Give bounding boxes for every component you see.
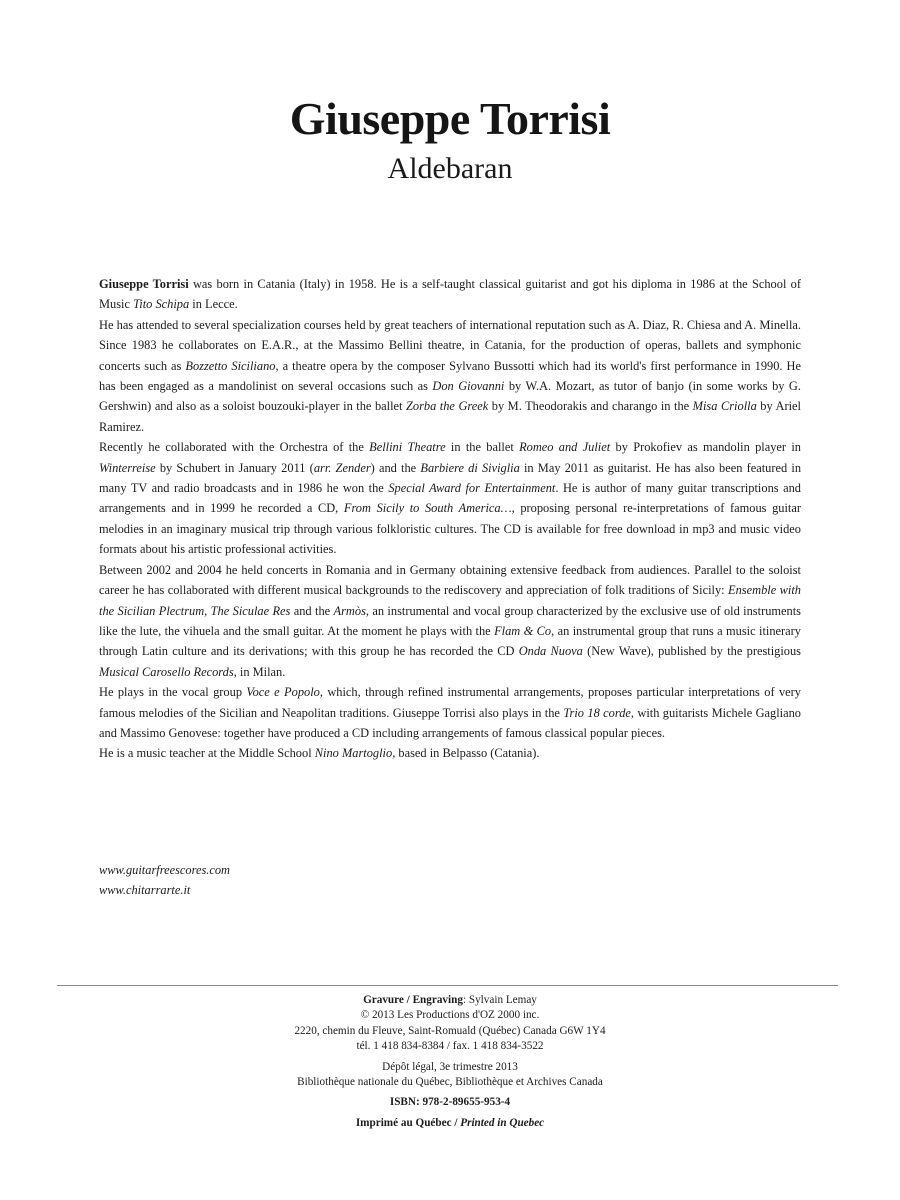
text-run: by Schubert in January 2011 ( bbox=[155, 460, 314, 475]
italic-text: Voce e Popolo bbox=[246, 685, 320, 700]
italic-text: From Sicily to South America… bbox=[343, 501, 512, 516]
italic-text: Musical Carosello Records bbox=[99, 664, 234, 679]
printed-fr: Imprimé au Québec bbox=[355, 1116, 452, 1129]
italic-text: Nino Martoglio bbox=[314, 746, 393, 761]
text-run: by Ariel Ramirez. bbox=[99, 399, 801, 434]
bold-text: Giuseppe Torrisi bbox=[99, 277, 189, 291]
isbn bbox=[0, 1095, 900, 1110]
text-run: , which, through refined instrumental arrangements, proposes particular interpretations of very famous melodies of the Sicilian and Neapolitan traditions. Giuseppe Torrisi also plays in the bbox=[99, 685, 801, 720]
italic-text: Misa Criolla bbox=[692, 399, 757, 414]
italic-text: Bellini Theatre bbox=[369, 440, 446, 455]
italic-text: Trio 18 corde bbox=[563, 705, 631, 720]
text-run: , in Milan. bbox=[233, 664, 286, 679]
text-run: He plays in the vocal group bbox=[99, 685, 247, 700]
text-run: and the bbox=[290, 603, 334, 618]
italic-text: Barbiere di Siviglia bbox=[420, 460, 520, 475]
italic-text: Winterreise bbox=[99, 460, 156, 475]
text-run: by Prokofiev as mandolin player in bbox=[610, 440, 801, 455]
italic-text: Romeo and Juliet bbox=[519, 440, 611, 455]
printed-en-wrap bbox=[460, 1117, 544, 1129]
text-run: , based in Belpasso (Catania). bbox=[392, 746, 540, 761]
page-header bbox=[0, 93, 900, 187]
text-run: by W.A. Mozart, as tutor of banjo (in some works by G. Gershwin) and also as a soloist bouzouki-player in the ballet bbox=[99, 379, 801, 414]
text-run: Between 2002 and 2004 he held concerts in Romania and in Germany obtaining extensive feedback from audiences. Parallel to the soloist career he has collaborated with different musical backgrounds to the rediscovery and appreciation of folk traditions of Sicily: bbox=[99, 562, 801, 598]
italic-text: Zorba the Greek bbox=[405, 399, 489, 414]
text-run: was born in Catania (Italy) in 1958. He is a self-taught classical guitarist and got his diploma in 1986 at the School of Music bbox=[99, 277, 801, 312]
bio-paragraph-3 bbox=[99, 437, 801, 559]
italic-text: arr. Zender bbox=[313, 460, 371, 475]
bio-paragraph-4 bbox=[99, 560, 801, 682]
printed-separator: / bbox=[451, 1116, 461, 1129]
text-run: in Lecce. bbox=[189, 297, 238, 312]
engraver-name: Sylvain Lemay bbox=[468, 994, 537, 1006]
bio-paragraph-2 bbox=[99, 315, 801, 437]
text-run: in the ballet bbox=[445, 440, 520, 455]
copyright-line: © 2013 Les Productions d'OZ 2000 inc. bbox=[360, 1009, 540, 1022]
bio-paragraph-6 bbox=[99, 743, 801, 763]
publisher-address: 2220, chemin du Fleuve, Saint-Romuald (Québec) Canada G6W 1Y4 bbox=[294, 1024, 606, 1037]
legal-deposit: Dépôt légal, 3e trimestre 2013 bbox=[382, 1060, 518, 1073]
text-run: He has attended to several specialization courses held by great teachers of international reputation such as A. Diaz, R. Chiesa and A. Minella. Since 1983 he collaborates on E.A.R., at the Massimo Bellini theatre, in Catania, for the production of operas, ballets and symphonic concerts such as bbox=[99, 317, 801, 373]
text-run: (New Wave), published by the prestigious bbox=[582, 644, 802, 659]
colophon bbox=[0, 993, 900, 1131]
publisher-phone: tél. 1 418 834-8384 / fax. 1 418 834-3522 bbox=[356, 1040, 544, 1053]
italic-text: Onda Nuova bbox=[518, 644, 583, 659]
bio-paragraph-1 bbox=[99, 274, 801, 315]
text-run: , with guitarists Michele Gagliano and Massimo Genovese: together have produced a CD including arrangements of famous classical popular pieces. bbox=[99, 705, 801, 740]
national-libraries: Bibliothèque nationale du Québec, Bibliothèque et Archives Canada bbox=[297, 1076, 603, 1089]
bio-paragraph-5 bbox=[99, 682, 801, 743]
italic-text: The Siculae Res bbox=[210, 603, 291, 618]
engraving-credit bbox=[0, 993, 900, 1008]
piece-title: Aldebaran bbox=[387, 152, 513, 185]
text-run: in May 2011 as guitarist. He has also been featured in many TV and radio broadcasts and in 1986 he won the bbox=[99, 460, 802, 496]
italic-text: Special Award for Entertainment bbox=[388, 481, 556, 496]
italic-text: Ensemble with the Sicilian Plectrum bbox=[99, 583, 801, 618]
italic-text: Don Giovanni bbox=[432, 379, 505, 394]
biography bbox=[99, 274, 801, 764]
engraving-separator: : bbox=[462, 994, 469, 1006]
text-run: He is a music teacher at the Middle School bbox=[99, 746, 315, 761]
text-run: . He is author of many guitar transcriptions and arrangements and in 1999 he recorded a CD, bbox=[99, 481, 801, 516]
text-run: Recently he collaborated with the Orchestra of the bbox=[99, 440, 370, 455]
italic-text: Flam & Co bbox=[494, 623, 552, 638]
italic-text: Bozzetto Siciliano bbox=[185, 358, 276, 373]
website-link-chitarrarte[interactable]: www.chitarrarte.it bbox=[99, 883, 191, 898]
isbn-text: ISBN: 978-2-89655-953-4 bbox=[389, 1096, 511, 1109]
website-link-guitarfreescores[interactable]: www.guitarfreescores.com bbox=[99, 863, 231, 877]
text-run: , a theatre opera by the composer Sylvano Bussotti which had its world's first performance in 1990. He has been engaged as a mandolinist on several occasions such as bbox=[99, 358, 801, 394]
printed-en: Printed in Quebec bbox=[460, 1116, 545, 1129]
footer-divider bbox=[57, 985, 838, 986]
website-links bbox=[99, 860, 230, 901]
text-run: , an instrumental group that runs a music itinerary through Latin culture and its derivations; with this group he has recorded the CD bbox=[99, 623, 801, 659]
italic-text: Armòs bbox=[333, 603, 366, 618]
printed-in bbox=[0, 1116, 900, 1131]
text-run: ) and the bbox=[370, 460, 421, 475]
text-run: , bbox=[204, 603, 211, 618]
engraving-label: Gravure / Engraving bbox=[363, 994, 463, 1006]
italic-text: Tito Schipa bbox=[133, 297, 190, 312]
composer-name: Giuseppe Torrisi bbox=[289, 93, 611, 144]
text-run: by M. Theodorakis and charango in the bbox=[488, 399, 693, 414]
text-run: , an instrumental and vocal group characterized by the exclusive use of old instruments like the lute, the vihuela and the small guitar. At the moment he plays with the bbox=[99, 603, 801, 638]
text-run: , proposing personal re-interpretations of famous guitar melodies in an imaginary musical trip through various folkloristic cultures. The CD is available for free download in mp3 and music video formats about his artistic professional activities. bbox=[99, 501, 801, 557]
